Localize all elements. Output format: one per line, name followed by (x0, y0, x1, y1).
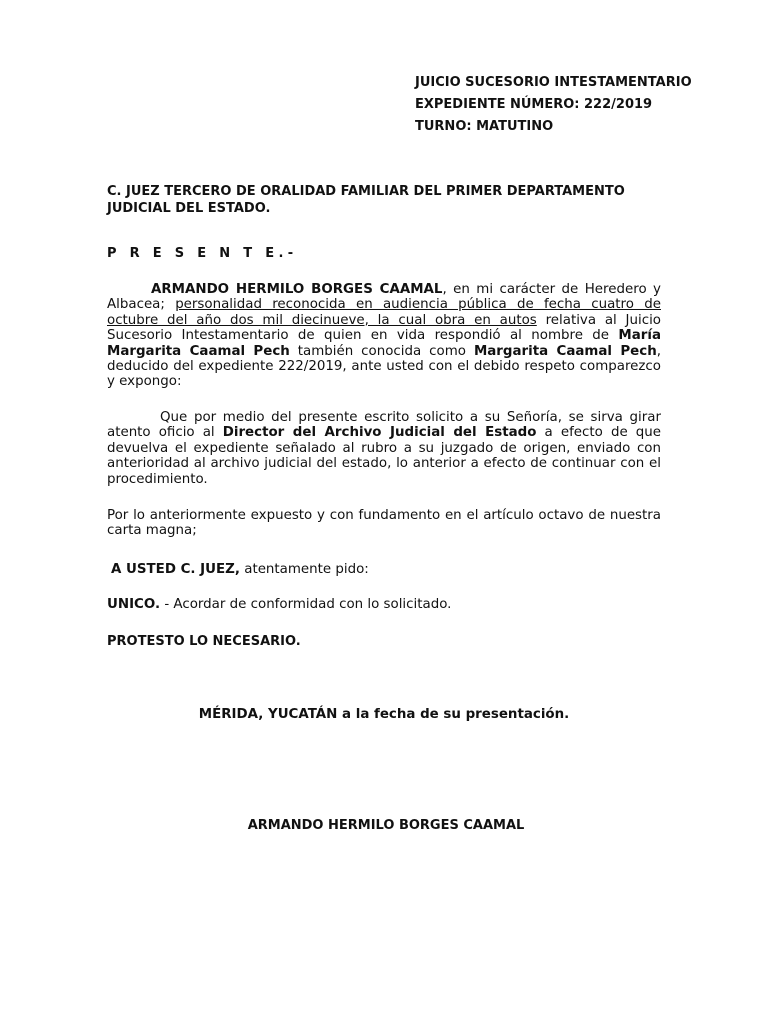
paragraph-request (107, 410, 661, 487)
signature-name: ARMANDO HERMILO BORGES CAAMAL (247, 818, 525, 833)
paragraph-intro-text-b: relativa al Juicio Sucesorio Intestamentario de quien en vida respondió al nombre de (107, 312, 661, 344)
deceased-name: María Margarita Caamal Pech (107, 328, 661, 359)
place-date: MÉRIDA, YUCATÁN a la fecha de su presentación. (198, 707, 570, 722)
unico-text: - Acordar de conformidad con lo solicitado. (160, 597, 452, 612)
presente-heading: P R E S E N T E.- (107, 246, 298, 261)
paragraph-request-text-a: Que por medio del presente escrito solicito a su Señoría, se sirva girar atento oficio al (107, 410, 661, 441)
shift: TURNO: MATUTINO (415, 119, 554, 134)
file-number: EXPEDIENTE NÚMERO: 222/2019 (415, 97, 653, 112)
archive-director: Director del Archivo Judicial del Estado (222, 425, 537, 441)
unico-line (107, 597, 451, 612)
case-type: JUICIO SUCESORIO INTESTAMENTARIO (415, 75, 692, 90)
addressee: C. JUEZ TERCERO DE ORALIDAD FAMILIAR DEL PRIMER DEPARTAMENTO JUDICIAL DEL ESTADO. (107, 184, 625, 216)
petitioner-name: ARMANDO HERMILO BORGES CAAMAL (151, 282, 443, 297)
paragraph-intro-text-a: , en mi carácter de Heredero y Albacea; (107, 282, 661, 313)
request-text: atentamente pido: (239, 562, 369, 577)
deceased-alias: Margarita Caamal Pech (473, 343, 657, 359)
paragraph-intro-text-c: también conocida como (289, 343, 474, 359)
paragraph-request-text-b: a efecto de que devuelva el expediente señalado al rubro a su juzgado de origen, enviado con anterioridad al archivo judicial del estado, lo anterior a efecto de continuar con el procedimiento. (107, 425, 661, 487)
request-bold: A USTED C. JUEZ, (111, 562, 240, 577)
request-line (111, 562, 369, 577)
paragraph-intro-text-d: , deducido del expediente 222/2019, ante usted con el debido respeto comparezco y expongo: (107, 343, 662, 390)
unico-bold: UNICO. (107, 597, 161, 612)
case-header (415, 72, 692, 138)
paragraph-intro (107, 282, 661, 390)
personality-recognition: personalidad reconocida en audiencia pública de fecha cuatro de octubre del año dos mil diecinueve, la cual obra en autos (107, 297, 661, 328)
paragraph-legal-basis: Por lo anteriormente expuesto y con fundamento en el artículo octavo de nuestra carta magna; (107, 508, 661, 539)
protesto-line: PROTESTO LO NECESARIO. (107, 634, 301, 649)
